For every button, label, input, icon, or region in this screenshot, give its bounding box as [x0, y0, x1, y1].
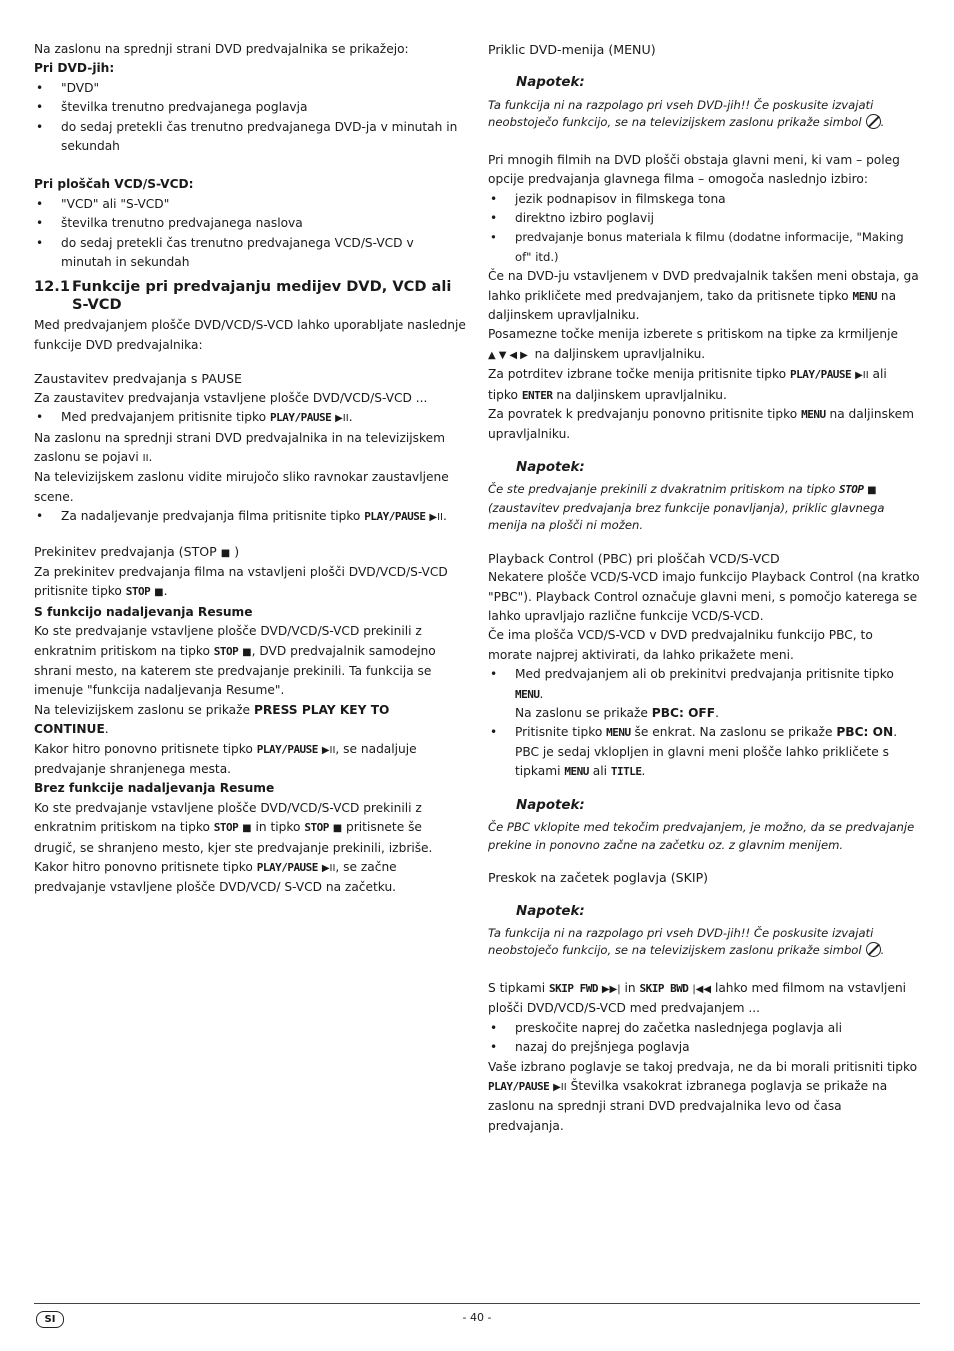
skip-backward-icon: |◀◀ — [692, 983, 712, 995]
prohibited-icon — [866, 114, 881, 129]
skip-fwd-key: SKIP FWD — [548, 981, 598, 995]
note-1: Ta funkcija ni na razpolago pri vseh DVD-jih!! Če poskusite izvajati neobstoječo funkcijo, se na televizijskem zaslonu prikaže simbol . — [488, 97, 885, 130]
play-pause-icon: ▶II — [855, 370, 869, 382]
stop-icon: ■ — [242, 823, 252, 835]
pause-icon: II — [142, 452, 149, 464]
list-item: • Med predvajanjem pritisnite tipko PLAY/PAUSE ▶II. — [34, 408, 466, 428]
language-badge: SI — [36, 1311, 64, 1328]
pbc-heading: Playback Control (PBC) pri ploščah VCD/S-VCD — [488, 550, 780, 566]
note-title: Napotek: — [516, 75, 585, 91]
stop-key: STOP — [304, 821, 329, 835]
menu-heading: Priklic DVD-menija (MENU) — [488, 42, 656, 57]
play-pause-key: PLAY/PAUSE — [789, 368, 852, 382]
stop-heading: Prekinitev predvajanja (STOP ■ ) — [34, 543, 240, 559]
list-item: • jezik podnapisov in filmskega tona — [488, 190, 920, 209]
stop-key: STOP — [213, 644, 239, 658]
play-pause-icon: ▶II — [429, 512, 443, 524]
list-item: • številka trenutno predvajanega naslova — [34, 214, 466, 233]
pause-p2: Na zaslonu na sprednji strani DVD predvajalnika in na televizijskem zaslonu se pojavi II. — [34, 430, 445, 464]
list-item: • nazaj do prejšnjega poglavja — [488, 1038, 920, 1057]
note-title: Napotek: — [516, 797, 585, 813]
play-pause-icon: ▶II — [335, 413, 349, 425]
stop-p1: Za prekinitev predvajanja filma na vstavljeni plošči DVD/VCD/S-VCD pritisnite tipko STOP ■. — [34, 564, 448, 599]
stop-icon: ■ — [220, 547, 231, 559]
resume-p2: Na televizijskem zaslonu se prikaže PRESS PLAY KEY TO CONTINUE. — [34, 702, 390, 737]
resume-message: PRESS PLAY KEY TO CONTINUE — [34, 702, 390, 737]
noresume-p1: Ko ste predvajanje vstavljene plošče DVD/VCD/S-VCD prekinili z enkratnim pritiskom na tipko STOP ■ in tipko STOP ■ pritisnete še drugič, se shranjeno mesto, kjer ste predvajanje prekinili, izbriše. Kakor hitro ponovno pritisnete tipko PLAY/PAUSE ▶II, se začne predvajanje vstavljene plošče DVD/VCD/ S-VCD na začetku. — [34, 800, 433, 895]
left-column — [34, 40, 466, 898]
skip-p1: S tipkami SKIP FWD ▶▶| in SKIP BWD |◀◀ lahko med filmom na vstavljeni plošči DVD/VCD/S-VCD med predvajanjem ... — [488, 980, 907, 1016]
menu-p2: Če na DVD-ju vstavljenem v DVD predvajalnik takšen meni obstaja, ga lahko prikličete med predvajanjem, tako da pritisnete tipko MENU na daljinskem upravljalniku. — [488, 269, 919, 323]
note-2: Če ste predvajanje prekinili z dvakratnim pritiskom na tipko STOP ■ (zaustavitev predvajanja brez funkcije ponavljanja), priklic glavnega menija na plošči ni možen. — [488, 482, 885, 533]
section-title-line2: S-VCD — [72, 296, 122, 314]
note-4: Ta funkcija ni na razpolago pri vseh DVD-jih!! Če poskusite izvajati neobstoječo funkcijo, se na televizijskem zaslonu prikaže simbol . — [488, 925, 885, 958]
dvd-heading: Pri DVD-jih: — [34, 61, 115, 76]
list-item: • Med predvajanjem ali ob prekinitvi predvajanja pritisnite tipko MENU. Na zaslonu se prikaže PBC: OFF. — [488, 665, 920, 723]
list-item: • številka trenutno predvajanega poglavja — [34, 98, 466, 117]
list-item: • do sedaj pretekli čas trenutno predvajanega DVD-ja v minutah in sekundah — [34, 118, 466, 157]
menu-p5: Za povratek k predvajanju ponovno pritisnite tipko MENU na daljinskem upravljalniku. — [488, 407, 914, 441]
pause-p1: Za zaustavitev predvajanja vstavljene plošče DVD/VCD/S-VCD ... — [34, 390, 428, 405]
stop-icon: ■ — [154, 587, 164, 599]
skip-forward-icon: ▶▶| — [601, 983, 621, 995]
menu-p3: Posamezne točke menija izberete s pritiskom na tipke za krmiljenje ▲▼◀▶ na daljinskem upravljalniku. — [488, 327, 898, 361]
section-title-line1: Funkcije pri predvajanju medijev DVD, VCD ali — [72, 278, 452, 296]
list-item: • preskočite naprej do začetka naslednjega poglavja ali — [488, 1019, 920, 1038]
right-column — [488, 40, 920, 1136]
play-pause-icon: ▶II — [321, 863, 336, 875]
vcd-heading: Pri ploščah VCD/S-VCD: — [34, 177, 194, 192]
skip-bwd-key: SKIP BWD — [639, 981, 689, 995]
play-pause-key: PLAY/PAUSE — [488, 1079, 550, 1093]
resume-heading: S funkcijo nadaljevanja Resume — [34, 604, 253, 619]
dvd-list — [34, 79, 466, 157]
section-heading — [34, 278, 466, 314]
pbc-p2: Če ima plošča VCD/S-VCD v DVD predvajalniku funkcijo PBC, to morate najprej aktivirati, da lahko prikažete meni. — [488, 628, 873, 662]
note-3: Če PBC vklopite med tekočim predvajanjem, je možno, da se predvajanje prekine in ponovno začne na začetku oz. z glavnim menijem. — [488, 820, 915, 852]
menu-key: MENU — [515, 687, 540, 701]
menu-p1: Pri mnogih filmih na DVD plošči obstaja glavni meni, ki vam – poleg opcije predvajanja glavnega filma – omogoča naslednjo izbiro: — [488, 152, 900, 187]
vcd-list — [34, 195, 466, 273]
list-item: • predvajanje bonus materiala k filmu (dodatne informacije, "Making of" itd.) — [488, 228, 920, 267]
list-item: • "DVD" — [34, 79, 466, 98]
menu-key: MENU — [606, 726, 631, 740]
footer-divider — [34, 1303, 920, 1304]
play-pause-key: PLAY/PAUSE — [270, 411, 332, 425]
play-pause-icon: ▶II — [321, 744, 336, 756]
note-title: Napotek: — [516, 459, 585, 475]
section-number: 12.1 — [34, 278, 71, 296]
enter-key: ENTER — [521, 388, 553, 402]
play-pause-icon: ▶II — [553, 1081, 567, 1093]
pause-heading: Zaustavitev predvajanja s PAUSE — [34, 371, 242, 387]
skip-p2: Vaše izbrano poglavje se takoj predvaja, ne da bi morali pritisniti tipko PLAY/PAUSE ▶II Številka vsakokrat izbranega poglavja se prikaže na zaslonu na sprednji strani DVD predvajalnika levo od časa predvajanja. — [488, 1059, 918, 1133]
pbc-on-text: PBC: ON — [836, 725, 894, 740]
stop-icon: ■ — [332, 823, 343, 835]
stop-key: STOP — [125, 585, 151, 599]
list-item: • Pritisnite tipko MENU še enkrat. Na zaslonu se prikaže PBC: ON. PBC je sedaj vklopljen in glavni meni plošče lahko prikličete s tipkami MENU ali TITLE. — [488, 723, 920, 781]
stop-icon: ■ — [242, 646, 252, 658]
resume-p1: Ko ste predvajanje vstavljene plošče DVD/VCD/S-VCD prekinili z enkratnim pritiskom na tipko STOP ■, DVD predvajalnik samodejno shrani mesto, na katerem ste predvajanje prekinili. Ta funkcija se imenuje "funkcija nadaljevanja Resume". — [34, 624, 436, 698]
menu-key: MENU — [852, 289, 877, 303]
title-key: TITLE — [610, 765, 642, 779]
stop-icon: ■ — [867, 485, 877, 497]
list-item: • Za nadaljevanje predvajanja filma pritisnite tipko PLAY/PAUSE ▶II. — [34, 507, 466, 527]
display-intro: Na zaslonu na sprednji strani DVD predvajalnika se prikažejo: — [34, 42, 409, 56]
stop-key: STOP — [213, 821, 239, 835]
play-pause-key: PLAY/PAUSE — [256, 742, 318, 756]
pbc-off-text: PBC: OFF — [651, 706, 716, 721]
prohibited-icon — [866, 942, 881, 957]
list-item: • do sedaj pretekli čas trenutno predvajanega VCD/S-VCD v minutah in sekundah — [34, 234, 466, 273]
play-pause-key: PLAY/PAUSE — [256, 861, 318, 875]
navigation-arrows-icon: ▲▼◀▶ — [488, 349, 531, 361]
stop-key: STOP — [838, 483, 864, 497]
note-title: Napotek: — [516, 903, 585, 919]
list-item: • direktno izbiro poglavij — [488, 209, 920, 228]
menu-key: MENU — [564, 765, 589, 779]
menu-key: MENU — [801, 408, 826, 422]
skip-heading: Preskok na začetek poglavja (SKIP) — [488, 870, 709, 886]
pause-p3: Na televizijskem zaslonu vidite mirujočo sliko ravnokar zaustavljene scene. — [34, 470, 449, 504]
play-pause-key: PLAY/PAUSE — [364, 510, 426, 524]
list-item: • "VCD" ali "S-VCD" — [34, 195, 466, 214]
resume-p3: Kakor hitro ponovno pritisnete tipko PLAY/PAUSE ▶II, se nadaljuje predvajanje shranjenega mesta. — [34, 741, 417, 776]
noresume-heading: Brez funkcije nadaljevanja Resume — [34, 781, 275, 796]
section-intro: Med predvajanjem plošče DVD/VCD/S-VCD lahko uporabljate naslednje funkcije DVD predvajalnika: — [34, 318, 466, 352]
pbc-p1: Nekatere plošče VCD/S-VCD imajo funkcijo Playback Control (na kratko "PBC"). Playback Control označuje glavni meni, s pomočjo katerega se lahko upravljajo različne funkcije VCD/S-VCD. — [488, 570, 920, 624]
menu-p4: Za potrditev izbrane točke menija pritisnite tipko PLAY/PAUSE ▶II ali tipko ENTER na daljinskem upravljalniku. — [488, 367, 887, 402]
page-number: - 40 - — [462, 1311, 492, 1324]
